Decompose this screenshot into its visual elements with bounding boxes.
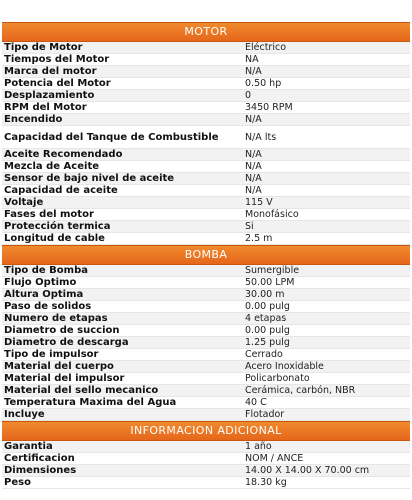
spec-row xyxy=(2,209,410,221)
spec-value: N/A lts xyxy=(245,131,277,143)
spec-row xyxy=(2,126,410,149)
spec-label: Material del sello mecanico xyxy=(4,385,159,396)
spec-label: Capacidad del Tanque de Combustible xyxy=(4,131,219,143)
spec-label: Dimensiones xyxy=(4,465,77,476)
spec-value: NOM / ANCE xyxy=(245,453,304,464)
spec-value: Eléctrico xyxy=(245,42,287,53)
spec-label: Longitud de cable xyxy=(4,233,105,244)
spec-label: Paso de solidos xyxy=(4,301,92,312)
spec-row xyxy=(2,78,410,90)
spec-row xyxy=(2,54,410,66)
spec-value: 1.25 pulg xyxy=(245,337,290,348)
spec-row xyxy=(2,102,410,114)
spec-row xyxy=(2,42,410,54)
spec-row xyxy=(2,465,410,477)
spec-row xyxy=(2,397,410,409)
spec-row xyxy=(2,185,410,197)
spec-row xyxy=(2,477,410,489)
spec-value: Policarbonato xyxy=(245,373,310,384)
spec-row xyxy=(2,289,410,301)
spec-value: N/A xyxy=(245,149,262,160)
spec-row xyxy=(2,373,410,385)
spec-value: 50.00 LPM xyxy=(245,277,295,288)
spec-label: Fases del motor xyxy=(4,209,94,220)
spec-section xyxy=(2,421,410,489)
spec-value: 40 C xyxy=(245,397,267,408)
spec-value: NA xyxy=(245,54,259,65)
spec-row xyxy=(2,337,410,349)
spec-label: Temperatura Maxima del Agua xyxy=(4,397,177,408)
spec-label: Material del cuerpo xyxy=(4,361,114,372)
spec-label: Encendido xyxy=(4,114,63,125)
spec-row xyxy=(2,149,410,161)
spec-value: N/A xyxy=(245,66,262,77)
spec-row xyxy=(2,301,410,313)
spec-label: Capacidad de aceite xyxy=(4,185,118,196)
spec-value: Monofásico xyxy=(245,209,299,220)
spec-value: N/A xyxy=(245,185,262,196)
spec-value: 4 etapas xyxy=(245,313,287,324)
spec-value: 30.00 m xyxy=(245,289,285,300)
spec-label: Tipo de Motor xyxy=(4,42,83,53)
spec-row xyxy=(2,313,410,325)
spec-value: 1 año xyxy=(245,441,272,452)
spec-row xyxy=(2,233,410,245)
spec-label: Voltaje xyxy=(4,197,44,208)
spec-value: 0.00 pulg xyxy=(245,325,290,336)
spec-row xyxy=(2,197,410,209)
spec-row xyxy=(2,66,410,78)
spec-label: Diametro de descarga xyxy=(4,337,129,348)
spec-row xyxy=(2,325,410,337)
spec-row xyxy=(2,173,410,185)
spec-label: Desplazamiento xyxy=(4,90,95,101)
spec-value: Flotador xyxy=(245,409,285,420)
spec-value: Sumergible xyxy=(245,265,300,276)
spec-value: 3450 RPM xyxy=(245,102,293,113)
section-header: MOTOR xyxy=(2,22,410,42)
spec-label: Certificacion xyxy=(4,453,75,464)
spec-value: Cerámica, carbón, NBR xyxy=(245,385,356,396)
spec-row xyxy=(2,441,410,453)
spec-value: 2.5 m xyxy=(245,233,273,244)
spec-value: 0 xyxy=(245,90,252,101)
section-header: BOMBA xyxy=(2,245,410,265)
spec-row xyxy=(2,161,410,173)
spec-value: 14.00 X 14.00 X 70.00 cm xyxy=(245,465,370,476)
spec-value: 0.50 hp xyxy=(245,78,282,89)
spec-label: Garantia xyxy=(4,441,53,452)
spec-label: Marca del motor xyxy=(4,66,97,77)
spec-label: Flujo Optimo xyxy=(4,277,77,288)
spec-label: Peso xyxy=(4,477,31,488)
spec-label: Numero de etapas xyxy=(4,313,108,324)
spec-label: Mezcla de Aceite xyxy=(4,161,99,172)
spec-row xyxy=(2,90,410,102)
spec-label: Diametro de succion xyxy=(4,325,120,336)
spec-label: RPM del Motor xyxy=(4,102,87,113)
spec-label: Tipo de impulsor xyxy=(4,349,99,360)
spec-label: Tiempos del Motor xyxy=(4,54,110,65)
spec-value: N/A xyxy=(245,173,262,184)
spec-row xyxy=(2,453,410,465)
spec-value: 115 V xyxy=(245,197,273,208)
spec-value: 0.00 pulg xyxy=(245,301,290,312)
spec-row xyxy=(2,409,410,421)
spec-label: Potencia del Motor xyxy=(4,78,111,89)
spec-label: Sensor de bajo nivel de aceite xyxy=(4,173,175,184)
spec-value: Cerrado xyxy=(245,349,283,360)
spec-label: Incluye xyxy=(4,409,45,420)
spec-sections xyxy=(2,22,410,489)
spec-row xyxy=(2,114,410,126)
spec-row xyxy=(2,385,410,397)
spec-label: Tipo de Bomba xyxy=(4,265,88,276)
spec-row xyxy=(2,277,410,289)
spec-label: Aceite Recomendado xyxy=(4,149,123,160)
spec-label: Altura Optima xyxy=(4,289,84,300)
spec-value: N/A xyxy=(245,114,262,125)
spec-value: N/A xyxy=(245,161,262,172)
spec-row xyxy=(2,265,410,277)
spec-section xyxy=(2,22,410,245)
section-header: INFORMACION ADICIONAL xyxy=(2,421,410,441)
spec-label: Material del impulsor xyxy=(4,373,125,384)
spec-row xyxy=(2,349,410,361)
spec-section xyxy=(2,245,410,421)
spec-value: Acero Inoxidable xyxy=(245,361,324,372)
spec-value: Si xyxy=(245,221,254,232)
spec-label: Protección termica xyxy=(4,221,111,232)
spec-value: 18.30 kg xyxy=(245,477,287,488)
spec-row xyxy=(2,361,410,373)
spec-row xyxy=(2,221,410,233)
